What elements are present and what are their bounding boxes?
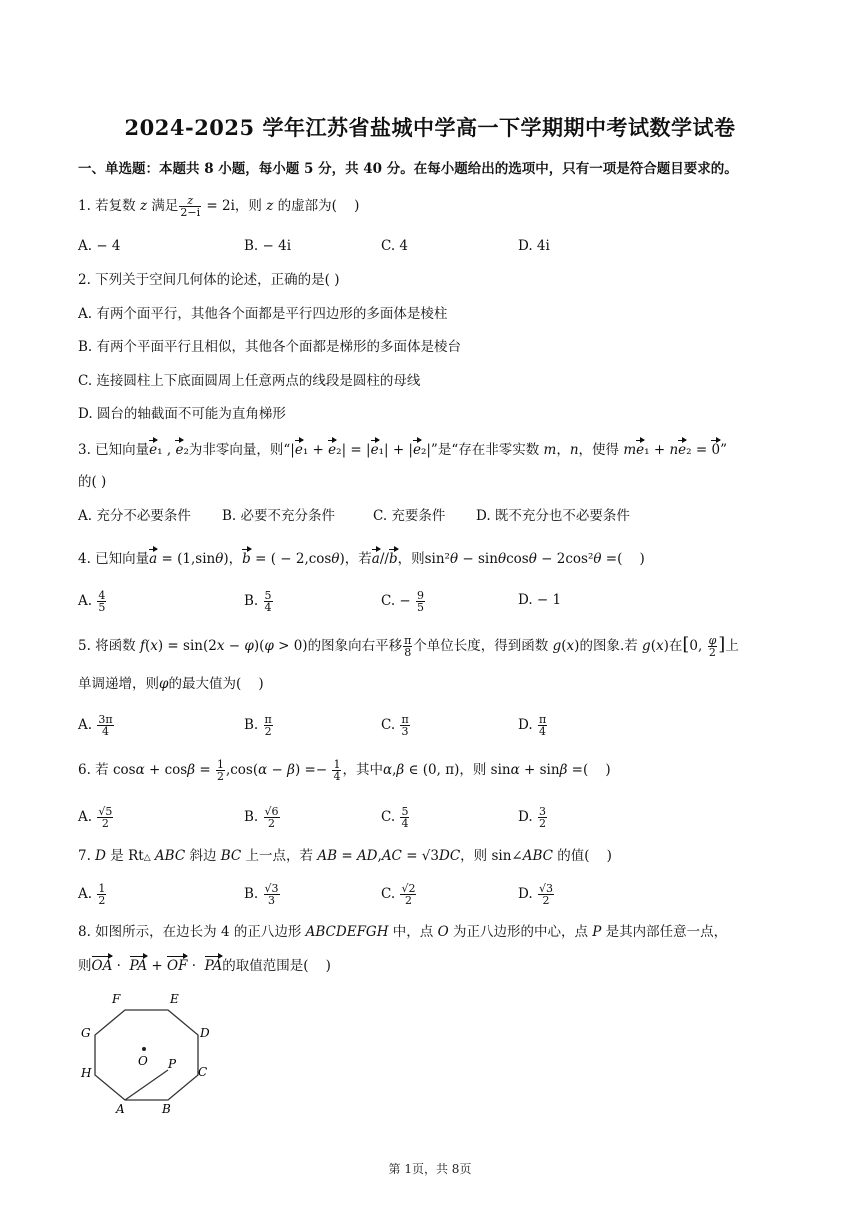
question-3-stem-cont: 的( ) xyxy=(78,474,107,490)
q3-option-d: D. 既不充分也不必要条件 xyxy=(476,508,630,524)
q1-option-b: B. − 4i xyxy=(244,238,292,254)
q7-option-d: D. $\frac{√3}{2}$ xyxy=(518,882,553,907)
question-1-stem: 1. 若复数 z 满足 $\frac{z}{2-i}$ = 2i，则 z 的虚部为( ) xyxy=(78,194,360,219)
q4-option-d: D. − 1 xyxy=(518,592,562,608)
center-point-o xyxy=(142,1047,146,1051)
q2-option-a: A. 有两个面平行，其他各个面都是平行四边形的多面体是棱柱 xyxy=(78,306,448,322)
question-6-stem: 6. 若 cosα + cosβ = $\frac{1}{2}$ ,cos(α − β) =− $\frac{1}{4}$ ，其中α,β ∈ (0, π)，则 sinα + sinβ =( ) xyxy=(78,758,611,783)
label-p: P xyxy=(168,1057,177,1071)
page-title: 2024-2025 学年江苏省盐城中学高一下学期期中考试数学试卷 xyxy=(124,115,736,140)
label-c: C xyxy=(198,1065,208,1079)
label-o: O xyxy=(138,1054,148,1068)
section-heading: 一、单选题：本题共 8 小题，每小题 5 分，共 40 分。在每小题给出的选项中，只有一项是符合题目要求的。 xyxy=(78,161,738,177)
q7-option-c: C. $\frac{√2}{2}$ xyxy=(381,882,416,907)
label-h: H xyxy=(81,1066,92,1080)
q3-option-b: B. 必要不充分条件 xyxy=(222,508,336,524)
q3-option-c: C. 充要条件 xyxy=(373,508,446,524)
q7-option-a: A. $\frac{1}{2}$ xyxy=(78,882,106,907)
label-b: B xyxy=(162,1102,171,1115)
q5-option-c: C. $\frac{\pi}{3}$ xyxy=(381,713,409,738)
question-5-stem-cont: 单调递增，则φ的最大值为( ) xyxy=(78,676,264,692)
q5-option-b: B. $\frac{\pi}{2}$ xyxy=(244,713,272,738)
q1-option-a: A. − 4 xyxy=(78,238,121,254)
question-4-stem: 4. 已知向量a = (1,sinθ)，b = ( − 2,cosθ)，若a//b，则sin²θ − sinθcosθ − 2cos²θ =( ) xyxy=(78,551,645,567)
q2-option-d: D. 圆台的轴截面不可能为直角梯形 xyxy=(78,406,286,422)
q4-option-a: A. $\frac{4}{5}$ xyxy=(78,589,106,614)
question-8-stem-cont: 则OA · PA + OF · PA的取值范围是( ) xyxy=(78,958,331,974)
q1-option-c: C. 4 xyxy=(381,238,409,254)
q2-option-c: C. 连接圆柱上下底面圆周上任意两点的线段是圆柱的母线 xyxy=(78,373,421,389)
q6-option-c: C. $\frac{5}{4}$ xyxy=(381,805,409,830)
q1-option-d: D. 4i xyxy=(518,238,550,254)
q4-option-b: B. $\frac{5}{4}$ xyxy=(244,589,272,614)
label-d: D xyxy=(200,1026,210,1040)
q2-option-b: B. 有两个平面平行且相似，其他各个面都是梯形的多面体是棱台 xyxy=(78,339,462,355)
octagon-figure xyxy=(70,985,220,1115)
page-footer: 第 1页，共 8页 xyxy=(388,1162,472,1176)
q4-option-c: C. − $\frac{9}{5}$ xyxy=(381,589,425,614)
question-7-stem: 7. D 是 Rt△ ABC 斜边 BC 上一点，若 AB = AD,AC = √3DC，则 sin∠ABC 的值( ) xyxy=(78,848,612,864)
q5-option-a: A. $\frac{3\pi}{4}$ xyxy=(78,713,113,738)
question-8-stem: 8. 如图所示，在边长为 4 的正八边形 ABCDEFGH 中，点 O 为正八边形的中心，点 P 是其内部任意一点， xyxy=(78,924,728,940)
q3-option-a: A. 充分不必要条件 xyxy=(78,508,191,524)
question-3-stem: 3. 已知向量e₁ , e₂为非零向量，则“|e₁ + e₂| = |e₁| + |e₂|”是“存在非零实数 m，n，使得 me₁ + ne₂ = 0” xyxy=(78,442,727,458)
label-e: E xyxy=(170,992,179,1006)
label-g: G xyxy=(81,1026,91,1040)
label-f: F xyxy=(112,992,121,1006)
question-2-stem: 2. 下列关于空间几何体的论述，正确的是( ) xyxy=(78,272,340,288)
q7-option-b: B. $\frac{√3}{3}$ xyxy=(244,882,279,907)
q6-option-d: D. $\frac{3}{2}$ xyxy=(518,805,546,830)
q6-option-b: B. $\frac{√6}{2}$ xyxy=(244,805,279,830)
segment-ap xyxy=(125,1070,168,1100)
label-a: A xyxy=(116,1102,125,1115)
question-5-stem: 5. 将函数 f(x) = sin(2x − φ)(φ > 0)的图象向右平移 $\frac{\pi}{8}$ 个单位长度，得到函数 g(x)的图象.若 g(x)在[0, $\frac{\varphi}{2}$ ]上 xyxy=(78,634,739,659)
q6-option-a: A. $\frac{√5}{2}$ xyxy=(78,805,113,830)
q5-option-d: D. $\frac{\pi}{4}$ xyxy=(518,713,547,738)
